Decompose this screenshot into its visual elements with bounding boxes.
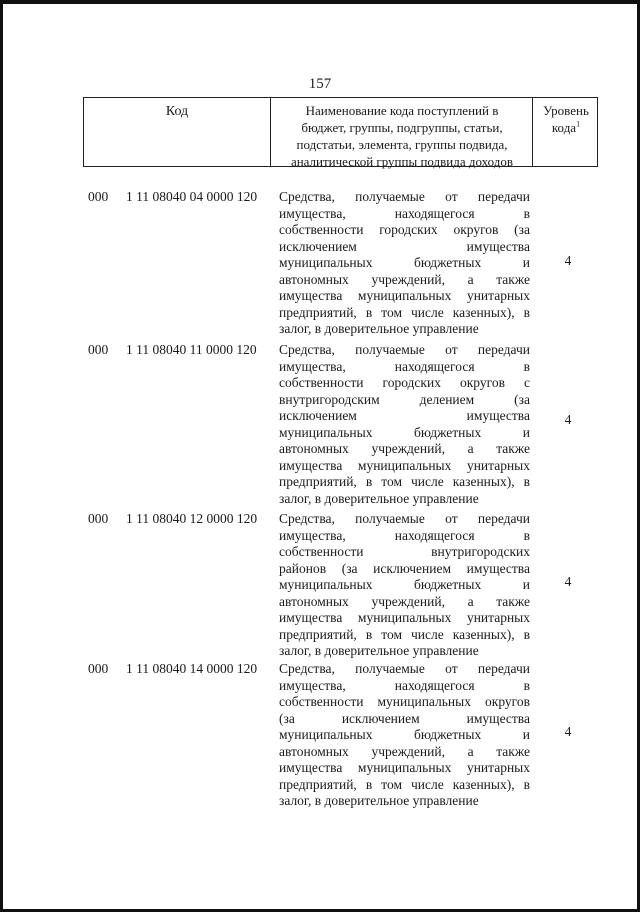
description-line: предприятий, в том числе казенных), в <box>279 626 530 642</box>
description-line: районов (за исключением имущества <box>279 560 530 576</box>
description-line: (за исключением имущества <box>279 710 530 726</box>
scan-border-top <box>0 0 640 4</box>
description-line: автономных учреждений, а также <box>279 743 530 759</box>
revenue-description <box>279 189 530 338</box>
description-line: имущества, находящегося в <box>279 358 530 374</box>
description-line: Средства, получаемые от передачи <box>279 342 530 357</box>
description-line: имущества муниципальных унитарных <box>279 457 530 473</box>
description-line: внутригородским делением (за <box>279 391 530 407</box>
description-line: залог, в доверительное управление <box>279 643 479 658</box>
description-line: собственности муниципальных округов <box>279 694 530 709</box>
page-number: 157 <box>308 76 332 92</box>
admin-code: 000 <box>88 342 109 357</box>
header-name-line: подстатьи, элемента, группы подвида, <box>296 137 508 152</box>
revenue-code: 1 11 08040 11 0000 120 <box>126 342 257 357</box>
description-line: имущества муниципальных унитарных <box>279 760 530 775</box>
header-code: Код <box>165 104 189 119</box>
code-level: 4 <box>564 253 572 268</box>
description-line: автономных учреждений, а также <box>279 441 530 456</box>
description-line: исключением имущества <box>279 408 530 423</box>
header-name-line: аналитической группы подвида доходов <box>290 154 514 169</box>
description-line: автономных учреждений, а также <box>279 593 530 609</box>
column-divider <box>270 98 271 166</box>
description-line: муниципальных бюджетных и <box>279 424 530 440</box>
description-line: залог, в доверительное управление <box>279 793 479 808</box>
description-line: собственности городских округов (за <box>279 222 530 237</box>
revenue-description <box>279 511 530 660</box>
header-name-line: бюджет, группы, подгруппы, статьи, <box>301 120 503 135</box>
description-line: Средства, получаемые от передачи <box>279 189 530 204</box>
description-line: залог, в доверительное управление <box>279 321 479 336</box>
description-line: имущества, находящегося в <box>279 677 530 693</box>
description-line: предприятий, в том числе казенных), в <box>279 474 530 489</box>
description-line: муниципальных бюджетных и <box>279 577 530 592</box>
revenue-description <box>279 342 530 507</box>
admin-code: 000 <box>88 511 109 526</box>
description-line: Средства, получаемые от передачи <box>279 511 530 526</box>
description-line: собственности городских округов с <box>279 375 530 390</box>
header-level-line <box>534 119 598 136</box>
description-line: имущества, находящегося в <box>279 205 530 221</box>
header-level-line: Уровень <box>543 103 589 118</box>
code-level: 4 <box>564 412 572 427</box>
scan-border-left <box>0 0 3 912</box>
revenue-description <box>279 661 530 810</box>
revenue-code: 1 11 08040 04 0000 120 <box>126 189 258 204</box>
header-level <box>534 102 598 136</box>
column-divider <box>532 98 533 166</box>
description-line: муниципальных бюджетных и <box>279 255 530 270</box>
code-level: 4 <box>564 724 572 739</box>
header-name <box>274 102 530 170</box>
description-line: муниципальных бюджетных и <box>279 727 530 742</box>
description-line: имущества муниципальных унитарных <box>279 610 530 625</box>
header-name-line: Наименование кода поступлений в <box>305 103 499 118</box>
description-line: залог, в доверительное управление <box>279 490 479 506</box>
description-line: имущества, находящегося в <box>279 527 530 543</box>
description-line: предприятий, в том числе казенных), в <box>279 776 530 792</box>
admin-code: 000 <box>88 661 109 676</box>
revenue-code: 1 11 08040 14 0000 120 <box>126 661 258 676</box>
header-level-word: кода <box>551 120 577 135</box>
description-line: имущества муниципальных унитарных <box>279 288 530 303</box>
admin-code: 000 <box>88 189 109 204</box>
description-line: исключением имущества <box>279 238 530 254</box>
code-level: 4 <box>564 574 572 589</box>
footnote-marker: 1 <box>576 119 581 129</box>
description-line: предприятий, в том числе казенных), в <box>279 304 530 320</box>
description-line: Средства, получаемые от передачи <box>279 661 530 676</box>
description-line: автономных учреждений, а также <box>279 271 530 287</box>
table-header <box>83 97 598 167</box>
revenue-code: 1 11 08040 12 0000 120 <box>126 511 258 526</box>
description-line: собственности внутригородских <box>279 544 530 559</box>
